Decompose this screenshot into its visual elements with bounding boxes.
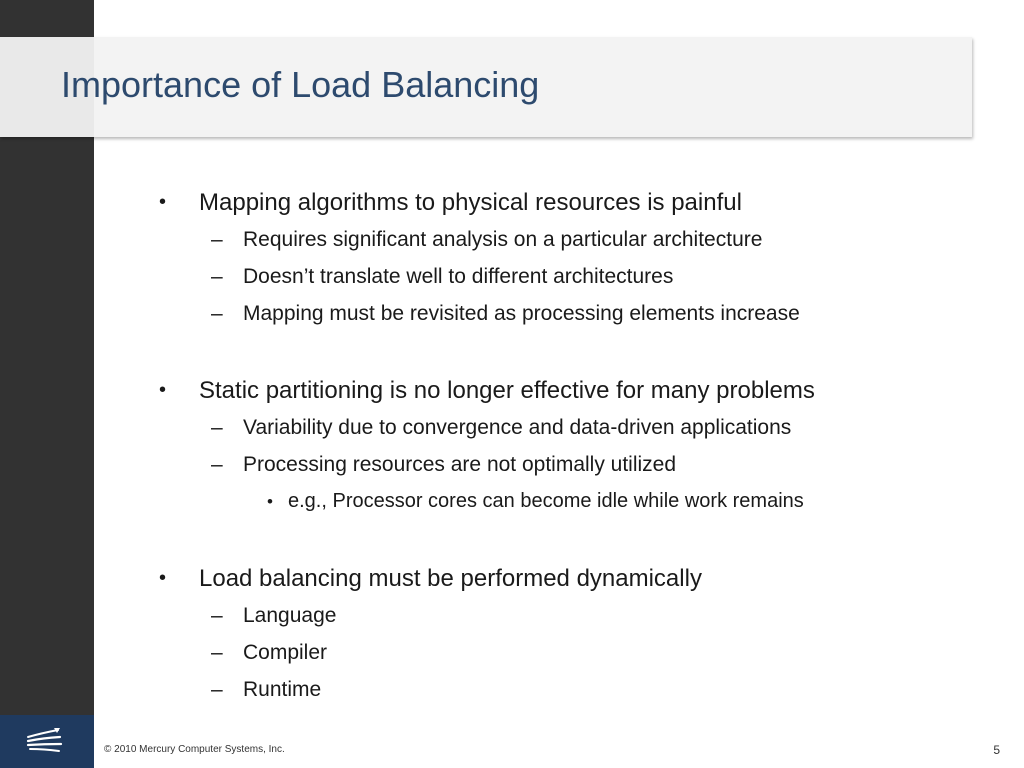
- spacer: [150, 332, 990, 372]
- bullet-level2: [150, 671, 990, 708]
- bullet-text: Language: [243, 604, 337, 627]
- bullet-marker: •: [159, 567, 167, 589]
- dash-marker: –: [211, 453, 223, 476]
- company-logo: [0, 715, 94, 768]
- bullet-marker: •: [159, 191, 167, 213]
- bullet-level2: [150, 409, 990, 446]
- dash-marker: –: [211, 302, 223, 325]
- bullet-level2: [150, 634, 990, 671]
- dash-marker: –: [211, 604, 223, 627]
- bullet-marker: •: [159, 379, 167, 401]
- bullet-level1: [150, 184, 990, 221]
- mercury-logo-icon: [26, 727, 66, 757]
- bullet-level2: [150, 258, 990, 295]
- bullet-text: Mapping algorithms to physical resources is painful: [199, 189, 742, 216]
- bullet-text: Mapping must be revisited as processing elements increase: [243, 302, 800, 325]
- dash-marker: –: [211, 228, 223, 251]
- bullet-level2: [150, 221, 990, 258]
- bullet-text: Load balancing must be performed dynamically: [199, 565, 702, 592]
- bullet-level2: [150, 295, 990, 332]
- bullet-text: Compiler: [243, 641, 328, 664]
- bullet-text: Runtime: [243, 678, 322, 701]
- bullet-text: Requires significant analysis on a particular architecture: [243, 228, 763, 251]
- spacer: [150, 520, 990, 560]
- dash-marker: –: [211, 416, 223, 439]
- page-number: 5: [993, 743, 1000, 757]
- bullet-text: Doesn’t translate well to different architectures: [243, 265, 674, 288]
- bullet-text: Static partitioning is no longer effective for many problems: [199, 377, 815, 404]
- bullet-text: Variability due to convergence and data-driven applications: [243, 416, 792, 439]
- bullet-level3: [150, 483, 990, 520]
- bullet-text: Processing resources are not optimally utilized: [243, 453, 677, 476]
- bullet-text: e.g., Processor cores can become idle while work remains: [288, 490, 804, 512]
- bullet-level2: [150, 446, 990, 483]
- slide-content: [150, 184, 990, 708]
- bullet-level2: [150, 597, 990, 634]
- slide-title: Importance of Load Balancing: [61, 64, 540, 105]
- bullet-level1: [150, 372, 990, 409]
- footer-copyright: © 2010 Mercury Computer Systems, Inc.: [104, 744, 285, 755]
- dash-marker: –: [211, 265, 223, 288]
- bullet-level1: [150, 560, 990, 597]
- dash-marker: –: [211, 678, 223, 701]
- bullet-marker: •: [267, 492, 273, 511]
- dash-marker: –: [211, 641, 223, 664]
